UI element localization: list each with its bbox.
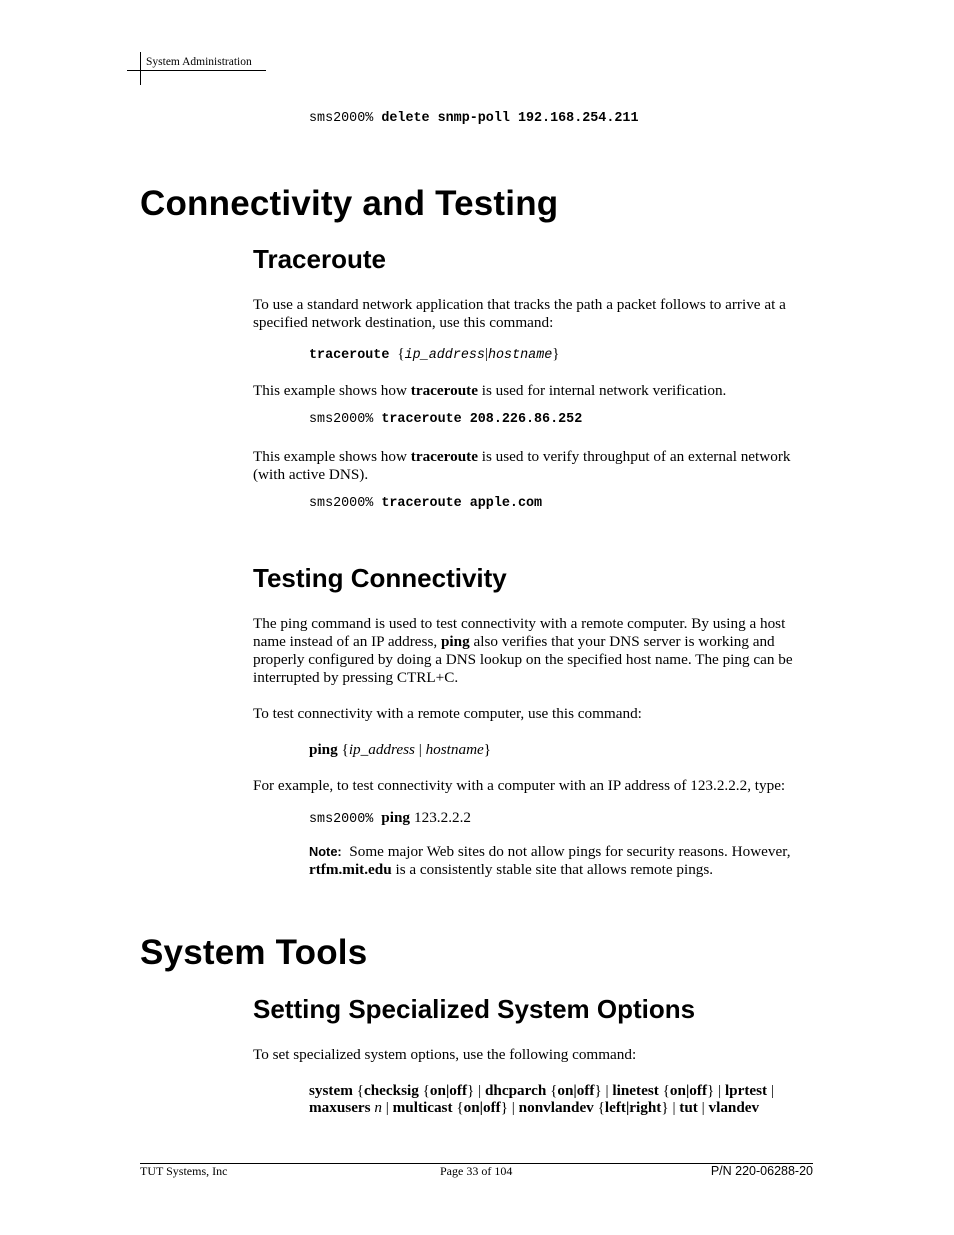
syntax-token: on|off	[557, 1082, 595, 1099]
syntax-token: {	[597, 1099, 605, 1116]
header-rule	[127, 70, 266, 71]
separator: |	[484, 346, 488, 362]
syntax-token: multicast	[392, 1099, 457, 1116]
syntax-command: ping	[309, 741, 338, 758]
command-text: traceroute apple.com	[381, 496, 543, 511]
syntax-token: lprtest	[724, 1082, 768, 1099]
syntax-token: } |	[500, 1099, 519, 1116]
syntax-token: } |	[594, 1082, 613, 1099]
syntax-token: left|right	[604, 1099, 662, 1116]
syntax-token: linetest	[612, 1082, 663, 1099]
command-text: ping	[381, 809, 411, 826]
text-run: Some major Web sites do not allow pings for security reasons. However,	[349, 843, 791, 860]
traceroute-example2-text	[253, 448, 815, 484]
code-example-ping	[309, 809, 471, 827]
syntax-token: on|off	[429, 1082, 467, 1099]
note-block	[309, 843, 819, 879]
system-syntax-line-2	[309, 1099, 759, 1117]
chapter-heading: Connectivity and Testing	[140, 184, 559, 223]
syntax-token: nonvlandev	[518, 1099, 598, 1116]
site-name: rtfm.mit.edu	[309, 861, 392, 878]
text-run: is used to verify throughput of an external network (with active DNS).	[253, 448, 791, 483]
command-name: ping	[440, 633, 470, 650]
running-header: System Administration	[146, 56, 252, 68]
section-heading-testing: Testing Connectivity	[253, 563, 507, 593]
code-example-traceroute-host	[309, 496, 542, 511]
section-heading-traceroute: Traceroute	[253, 244, 386, 274]
shell-prompt: sms2000%	[309, 812, 374, 827]
syntax-token: |	[381, 1099, 393, 1116]
text-run: The ping command is used to test connectivity with a remote computer. By using a host name instead of an IP address,	[253, 615, 786, 650]
syntax-token: checksig	[363, 1082, 423, 1099]
text-run: also verifies that your DNS server is working and properly configured by doing a DNS lookup on the specified host name. The ping can be interrupted by pressing CTRL+C.	[253, 633, 793, 686]
text-run: This example shows how	[253, 448, 411, 465]
header-corner-mark	[140, 52, 141, 85]
syntax-token: {	[550, 1082, 558, 1099]
brace-open: {	[397, 346, 405, 362]
brace-open: {	[341, 741, 349, 758]
syntax-arg-ip: ip_address	[404, 348, 485, 363]
syntax-token: } |	[707, 1082, 725, 1099]
command-text: traceroute 208.226.86.252	[381, 412, 583, 427]
footer-part-number: P/N 220-06288-20	[710, 1164, 813, 1178]
footer-page-number: Page 33 of 104	[440, 1164, 513, 1178]
ping-example-intro: For example, to test connectivity with a computer with an IP address of 123.2.2.2, type:	[253, 777, 786, 794]
syntax-arg-ip: ip_address	[348, 741, 415, 758]
syntax-arg-host: hostname	[487, 348, 553, 363]
options-intro: To set specialized system options, use the following command:	[253, 1046, 637, 1063]
code-example-delete	[309, 111, 639, 126]
syntax-token: {	[662, 1082, 670, 1099]
command-text: delete snmp-poll 192.168.254.211	[381, 111, 639, 126]
ping-syntax	[309, 741, 491, 759]
syntax-token: tut	[679, 1099, 698, 1116]
syntax-token: {	[356, 1082, 364, 1099]
shell-prompt: sms2000%	[309, 111, 374, 126]
text-run: This example shows how	[253, 382, 411, 399]
command-argument: 123.2.2.2	[414, 809, 471, 826]
syntax-token: vlandev	[708, 1099, 760, 1116]
syntax-token: system	[309, 1082, 357, 1099]
chapter-heading: System Tools	[140, 933, 368, 972]
syntax-token: dhcparch	[484, 1082, 551, 1099]
syntax-token: n	[374, 1099, 382, 1116]
command-name: traceroute	[410, 382, 478, 399]
brace-close: }	[483, 741, 492, 758]
traceroute-intro: To use a standard network application that tracks the path a packet follows to arrive at a specified network destination, use this command:	[253, 296, 786, 331]
syntax-token: on|off	[669, 1082, 707, 1099]
syntax-token: |	[767, 1082, 774, 1099]
ping-description	[253, 615, 815, 687]
shell-prompt: sms2000%	[309, 496, 374, 511]
syntax-arg-host: hostname	[425, 741, 484, 758]
text-run: is a consistently stable site that allows remote pings.	[391, 861, 714, 878]
traceroute-syntax	[309, 346, 559, 363]
syntax-token: |	[697, 1099, 709, 1116]
syntax-token: } |	[661, 1099, 680, 1116]
ping-usage-intro: To test connectivity with a remote computer, use this command:	[253, 705, 642, 722]
footer-company: TUT Systems, Inc	[140, 1164, 228, 1178]
section-heading-options: Setting Specialized System Options	[253, 994, 696, 1024]
syntax-token: maxusers	[309, 1099, 375, 1116]
shell-prompt: sms2000%	[309, 412, 374, 427]
code-example-traceroute-ip	[309, 412, 582, 427]
syntax-token: on|off	[463, 1099, 501, 1116]
separator: |	[414, 741, 426, 758]
traceroute-example1-text	[253, 382, 815, 400]
system-syntax-line-1	[309, 1082, 774, 1100]
command-name: traceroute	[410, 448, 478, 465]
text-run: is used for internal network verification.	[477, 382, 727, 399]
syntax-token: {	[456, 1099, 464, 1116]
syntax-command: traceroute	[309, 348, 390, 363]
syntax-token: } |	[467, 1082, 485, 1099]
syntax-token: {	[422, 1082, 430, 1099]
brace-close: }	[552, 346, 560, 362]
note-label: Note:	[309, 844, 342, 859]
